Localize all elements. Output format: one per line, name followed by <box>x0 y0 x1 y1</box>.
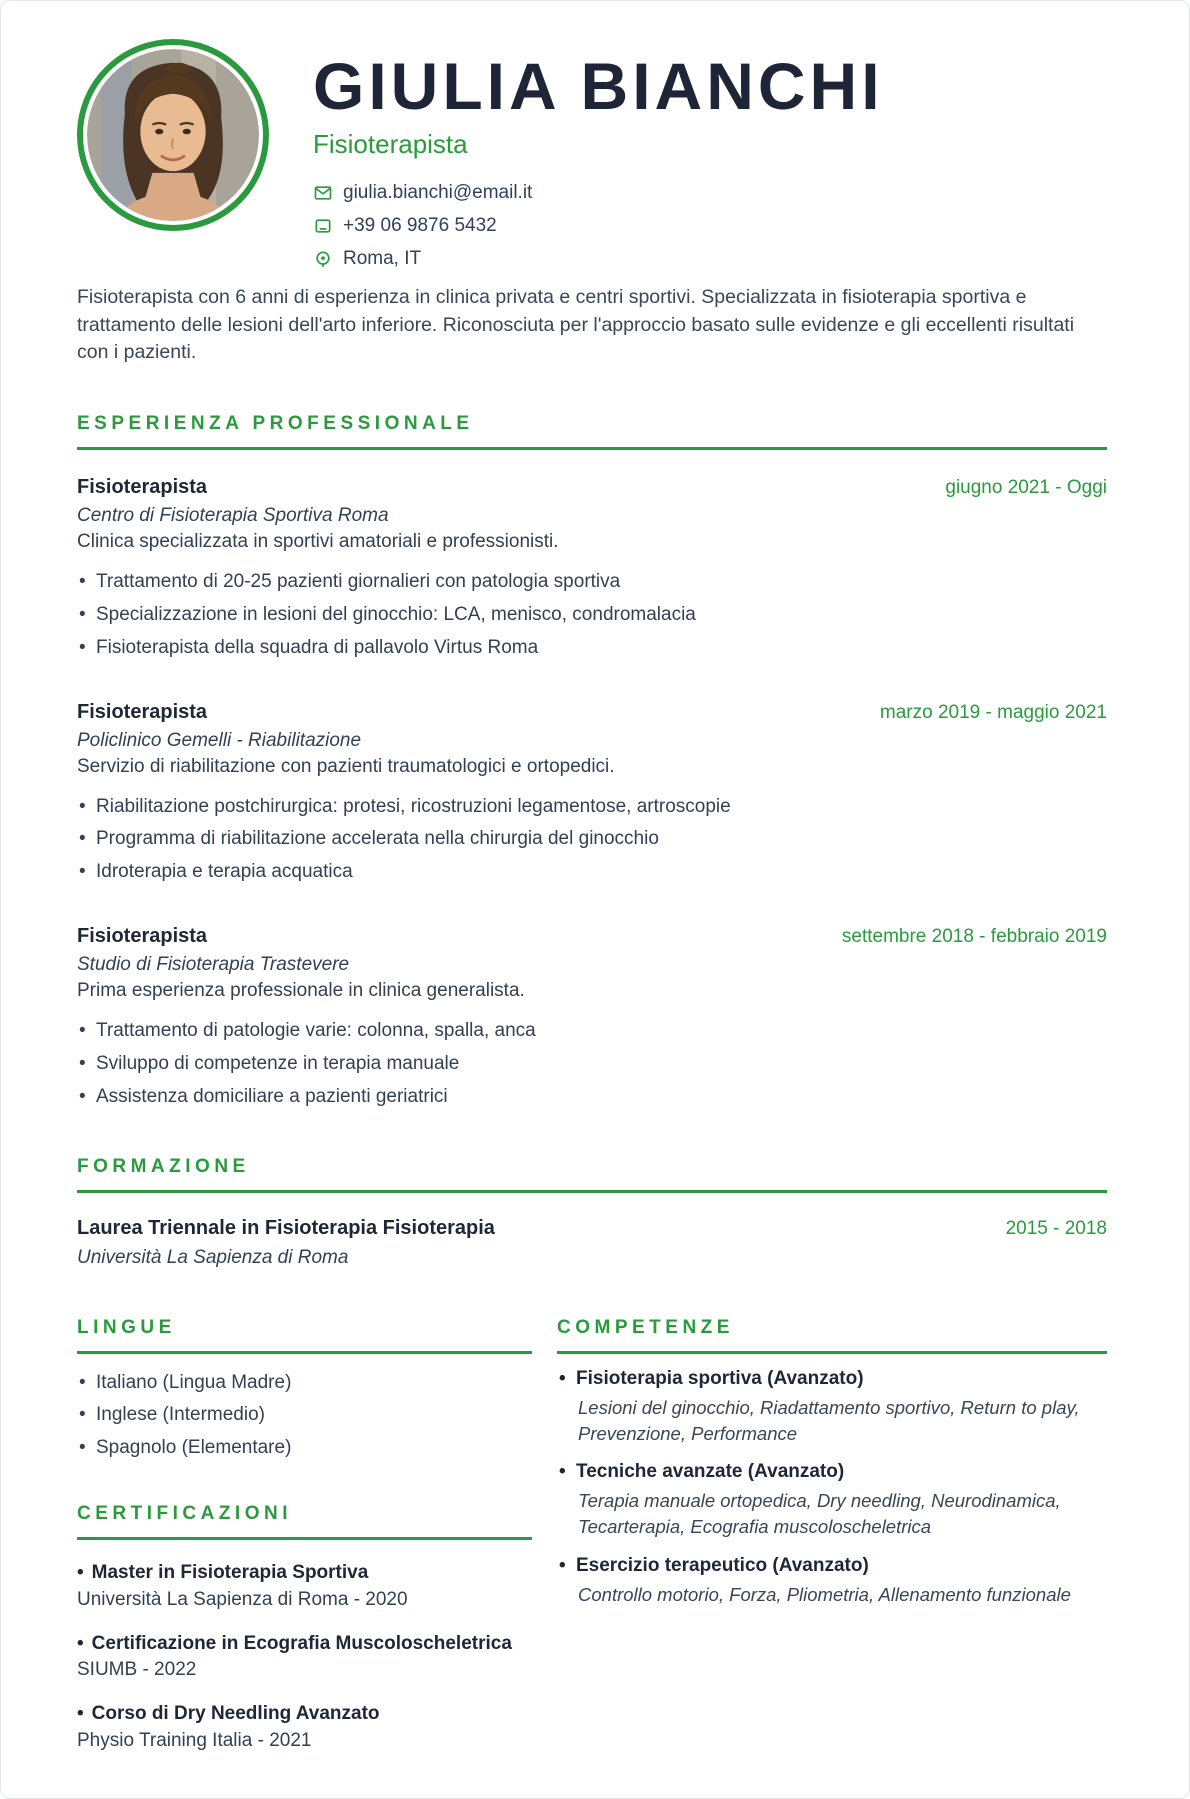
job-head <box>77 701 1107 724</box>
profile-summary: Fisioterapista con 6 anni di esperienza in clinica privata e centri sportivi. Specializzata in fisioterapia sportiva e trattamento delle lesioni dell'arto inferiore. Riconosciuta per l'approccio basato sulle evidenze e gli eccellenti risultati con i pazienti. <box>77 286 1075 364</box>
certification-entry <box>77 1560 532 1611</box>
job-bullet: • Idroterapia e terapia acquatica <box>77 859 1107 885</box>
phone-icon <box>313 216 333 236</box>
job-dates: marzo 2019 - maggio 2021 <box>879 701 1107 723</box>
right-column <box>557 1317 1107 1752</box>
job-bullet-list <box>77 1018 1107 1109</box>
contact-location <box>313 248 884 270</box>
job-bullet: • Programma di riabilitazione accelerata nella chirurgia del ginocchio <box>77 826 1107 852</box>
bottom-columns <box>77 1317 1107 1752</box>
section-heading-languages: LINGUE <box>77 1317 532 1354</box>
section-skills <box>557 1317 1107 1608</box>
certification-name-text: Certificazione in Ecografia Muscoloscheletrica <box>91 1632 512 1654</box>
resume-header <box>77 39 1107 270</box>
profile-photo-illustration <box>87 49 259 221</box>
certification-issuer: Università La Sapienza di Roma - 2020 <box>77 1588 408 1610</box>
certification-entry <box>77 1701 532 1752</box>
section-heading-education: FORMAZIONE <box>77 1156 1107 1193</box>
language-item: • Italiano (Lingua Madre) <box>77 1370 532 1396</box>
section-education <box>77 1156 1107 1269</box>
left-column <box>77 1317 532 1752</box>
skill-entry <box>557 1461 1107 1541</box>
job-dates: settembre 2018 - febbraio 2019 <box>841 926 1107 948</box>
job-title: Fisioterapista <box>77 476 208 499</box>
job-company: Centro di Fisioterapia Sportiva Roma <box>77 505 389 527</box>
certification-name <box>77 1701 532 1727</box>
certification-issuer: Physio Training Italia - 2021 <box>77 1729 312 1751</box>
header-text-block <box>313 39 884 270</box>
section-heading-certifications: CERTIFICAZIONI <box>77 1503 532 1540</box>
skill-name: • Esercizio terapeutico (Avanzato) <box>557 1555 1107 1577</box>
section-experience <box>77 413 1107 1109</box>
certification-name-text: Corso di Dry Needling Avanzato <box>91 1703 380 1725</box>
job-bullet-list <box>77 794 1107 885</box>
certification-name <box>77 1631 532 1657</box>
certification-entry <box>77 1631 532 1682</box>
job-dates: giugno 2021 - Oggi <box>945 477 1107 499</box>
job-bullet: • Trattamento di 20-25 pazienti giornalieri con patologia sportiva <box>77 569 1107 595</box>
bullet-dot: • <box>77 1632 84 1654</box>
education-dates: 2015 - 2018 <box>1005 1217 1107 1239</box>
job-bullet: • Fisioterapista della squadra di pallavolo Virtus Roma <box>77 635 1107 661</box>
skill-entry <box>557 1555 1107 1608</box>
certification-name-text: Master in Fisioterapia Sportiva <box>91 1562 369 1583</box>
skill-entry <box>557 1368 1107 1448</box>
job-bullet: • Sviluppo di competenze in terapia manuale <box>77 1051 1107 1077</box>
profile-photo <box>77 39 269 231</box>
section-heading-skills: COMPETENZE <box>557 1317 1107 1354</box>
skill-detail: Lesioni del ginocchio, Riadattamento sportivo, Return to play, Prevenzione, Performance <box>578 1396 1080 1444</box>
section-certifications <box>77 1503 532 1752</box>
bullet-dot: • <box>77 1562 84 1583</box>
contact-phone <box>313 215 884 237</box>
contact-list <box>313 182 884 270</box>
education-entry <box>77 1217 1107 1269</box>
section-heading-experience: ESPERIENZA PROFESSIONALE <box>77 413 1107 450</box>
job-description: Prima esperienza professionale in clinica generalista. <box>77 980 525 1002</box>
skill-detail: Controllo motorio, Forza, Pliometria, Allenamento funzionale <box>578 1583 1071 1605</box>
language-list <box>77 1370 532 1461</box>
education-school: Università La Sapienza di Roma <box>77 1246 349 1268</box>
email-icon <box>313 183 333 203</box>
job-bullet: • Riabilitazione postchirurgica: protesi, ricostruzioni legamentose, artroscopie <box>77 794 1107 820</box>
job-description: Clinica specializzata in sportivi amatoriali e professionisti. <box>77 531 559 553</box>
job-bullet: • Assistenza domiciliare a pazienti geriatrici <box>77 1084 1107 1110</box>
contact-email <box>313 182 884 204</box>
certification-issuer: SIUMB - 2022 <box>77 1659 197 1681</box>
job-head <box>77 925 1107 948</box>
job-entry <box>77 925 1107 1109</box>
job-bullet: • Trattamento di patologie varie: colonna, spalla, anca <box>77 1018 1107 1044</box>
job-bullet: • Specializzazione in lesioni del ginocchio: LCA, menisco, condromalacia <box>77 602 1107 628</box>
skill-name: • Tecniche avanzate (Avanzato) <box>557 1461 1107 1483</box>
skill-detail: Terapia manuale ortopedica, Dry needling, Neurodinamica, Tecarterapia, Ecografia muscoloscheletrica <box>578 1490 1061 1538</box>
candidate-name: GIULIA BIANCHI <box>313 49 884 123</box>
bullet-dot: • <box>77 1703 84 1725</box>
education-head <box>77 1217 1107 1240</box>
job-company: Policlinico Gemelli - Riabilitazione <box>77 729 362 751</box>
language-item: • Spagnolo (Elementare) <box>77 1435 532 1461</box>
job-title: Fisioterapista <box>77 700 208 723</box>
contact-location-value: Roma, IT <box>343 248 422 269</box>
job-head <box>77 476 1107 499</box>
job-entry <box>77 476 1107 660</box>
education-degree: Laurea Triennale in Fisioterapia Fisioterapia <box>77 1216 495 1239</box>
job-title: Fisioterapista <box>77 925 208 948</box>
location-pin-icon <box>313 249 333 269</box>
contact-email-value: giulia.bianchi@email.it <box>343 182 533 203</box>
job-description: Servizio di riabilitazione con pazienti traumatologici e ortopedici. <box>77 755 615 777</box>
candidate-role: Fisioterapista <box>313 129 468 159</box>
job-bullet-list <box>77 569 1107 660</box>
language-item: • Inglese (Intermedio) <box>77 1402 532 1428</box>
skill-name: • Fisioterapia sportiva (Avanzato) <box>557 1368 1107 1390</box>
section-languages <box>77 1317 532 1461</box>
job-company: Studio di Fisioterapia Trastevere <box>77 954 350 976</box>
job-entry <box>77 701 1107 885</box>
contact-phone-value: +39 06 9876 5432 <box>343 215 497 236</box>
certification-name <box>77 1560 532 1586</box>
